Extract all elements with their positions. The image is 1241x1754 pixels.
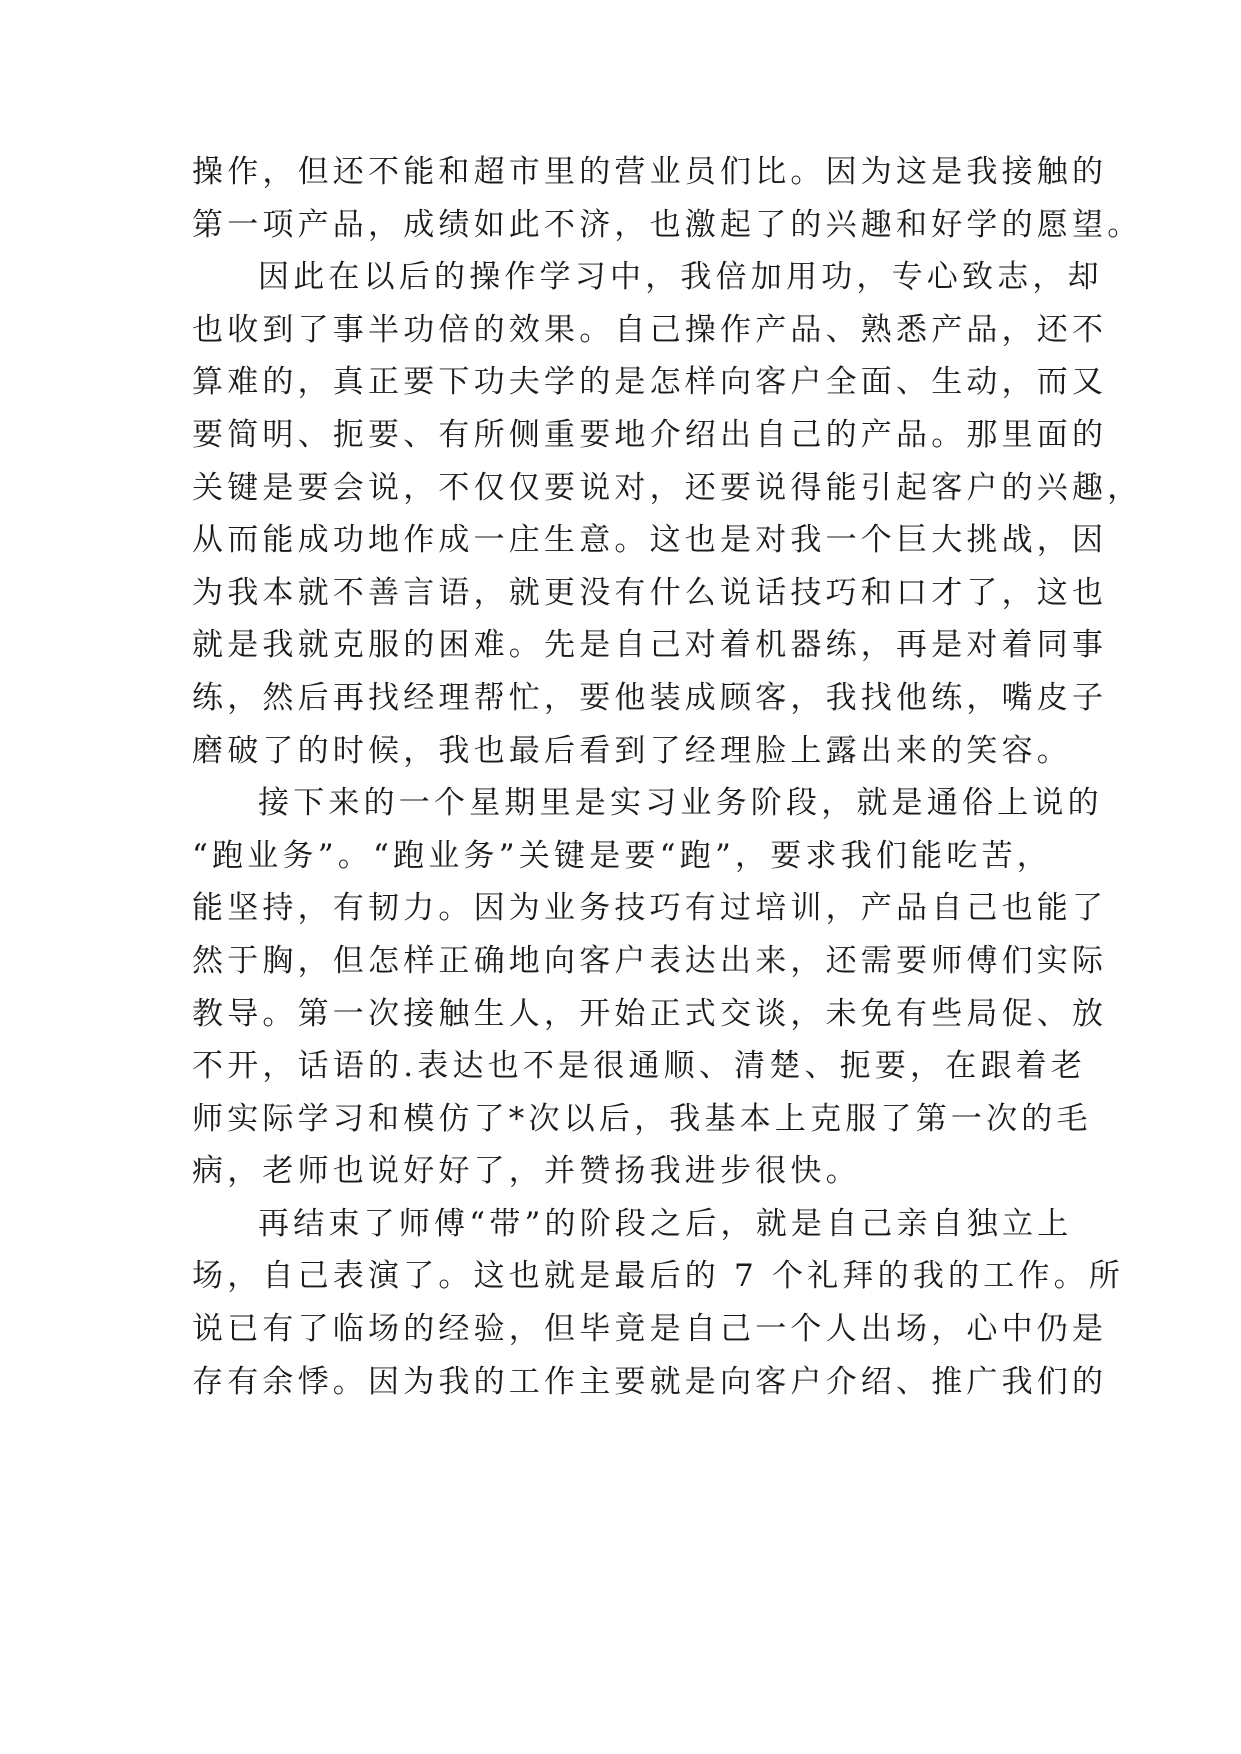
paragraph-4 (192, 1198, 1125, 1408)
text-line: 从而能成功地作成一庄生意。这也是对我一个巨大挑战，因 (192, 522, 1108, 559)
text-line: 说已有了临场的经验，但毕竟是自己一个人出场，心中仍是 (192, 1311, 1108, 1348)
text-line: 存有余悸。因为我的工作主要就是向客户介绍、推广我们的 (192, 1363, 1108, 1400)
text-line: 为我本就不善言语，就更没有什么说话技巧和口才了，这也 (192, 574, 1108, 611)
text-line: 就是我就克服的困难。先是自己对着机器练，再是对着同事 (192, 627, 1108, 664)
text-line: 场，自己表演了。这也就是最后的 7 个礼拜的我的工作。所 (192, 1258, 1125, 1295)
text-line: 师实际学习和模仿了*次以后，我基本上克服了第一次的毛 (192, 1100, 1092, 1137)
text-line: 也收到了事半功倍的效果。自己操作产品、熟悉产品，还不 (192, 311, 1108, 348)
text-line: 要简明、扼要、有所侧重要地介绍出自己的产品。那里面的 (192, 416, 1108, 453)
text-line: 操作，但还不能和超市里的营业员们比。因为这是我接触的 (192, 154, 1108, 190)
text-line: 不开，话语的.表达也不是很通顺、清楚、扼要，在跟着老 (192, 1048, 1087, 1085)
text-line: “跑业务”。“跑业务”关键是要“跑”，要求我们能吃苦， (192, 837, 1052, 874)
text-line: 接下来的一个星期里是实习业务阶段，就是通俗上说的 (258, 785, 1103, 822)
text-line: 练，然后再找经理帮忙，要他装成顾客，我找他练，嘴皮子 (192, 679, 1108, 716)
text-line: 因此在以后的操作学习中，我倍加用功，专心致志，却 (258, 259, 1103, 296)
paragraph-3 (192, 777, 1108, 1198)
text-line: 第一项产品，成绩如此不济，也激起了的兴趣和好学的愿望。 (192, 206, 1143, 243)
text-line: 磨破了的时候，我也最后看到了经理脸上露出来的笑容。 (192, 732, 1072, 769)
document-body (192, 146, 1143, 1408)
text-line: 能坚持，有韧力。因为业务技巧有过培训，产品自己也能了 (192, 890, 1108, 927)
paragraph-2 (192, 251, 1143, 777)
paragraph-1 (192, 146, 1143, 251)
text-line: 再结束了师傅“带”的阶段之后，就是自己亲自独立上 (258, 1205, 1073, 1242)
text-line: 算难的，真正要下功夫学的是怎样向客户全面、生动，而又 (192, 364, 1108, 401)
text-line: 关键是要会说，不仅仅要说对，还要说得能引起客户的兴趣， (192, 469, 1143, 506)
text-line: 病，老师也说好好了，并赞扬我进步很快。 (192, 1153, 861, 1190)
text-line: 教导。第一次接触生人，开始正式交谈，未免有些局促、放 (192, 995, 1108, 1032)
text-line: 然于胸，但怎样正确地向客户表达出来，还需要师傅们实际 (192, 942, 1108, 979)
